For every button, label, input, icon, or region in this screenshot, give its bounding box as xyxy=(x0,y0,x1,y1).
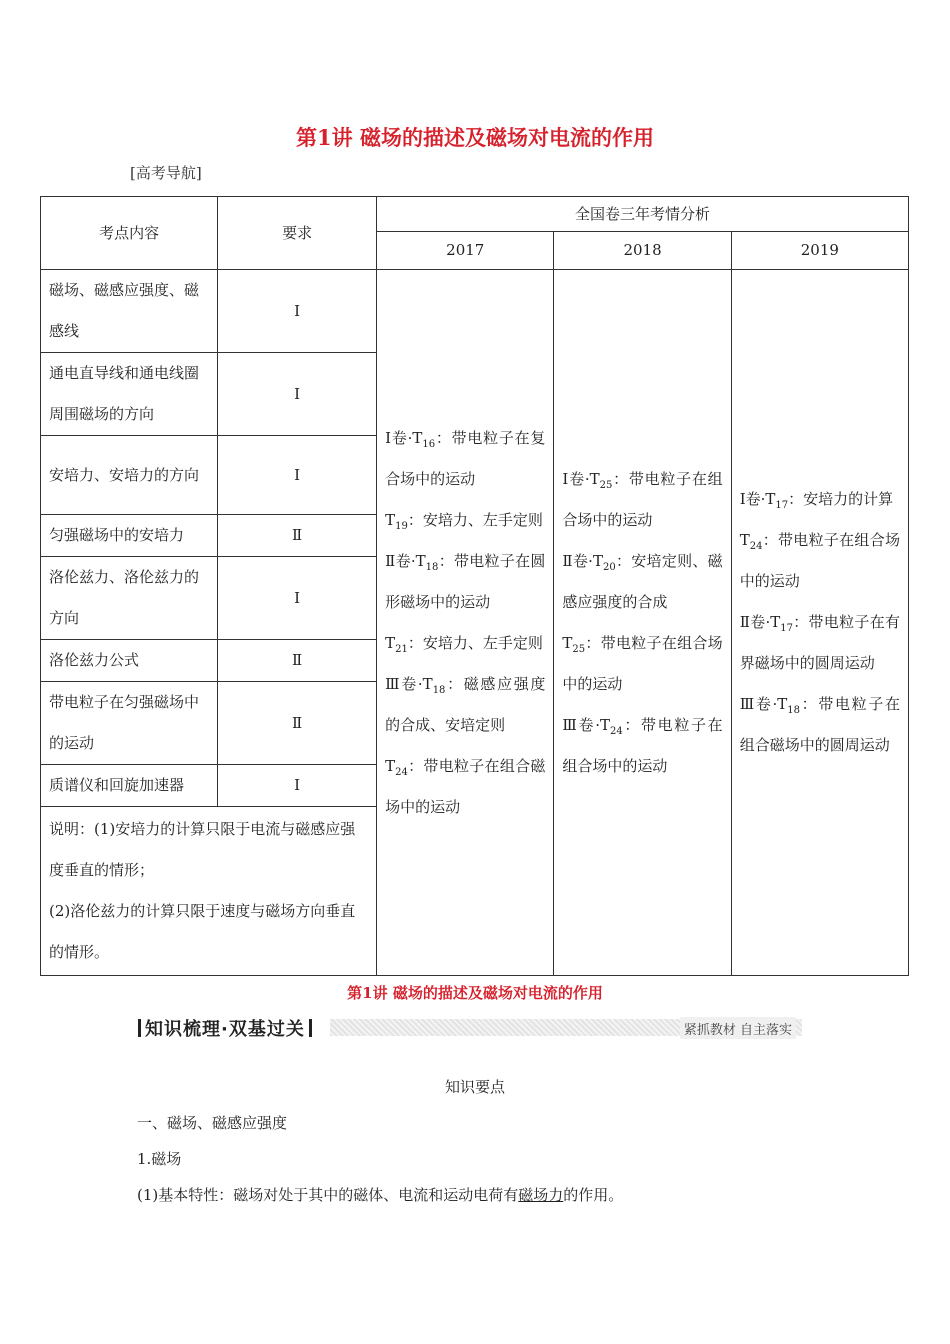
entry-text: ：带电粒子在组合场中的运动 xyxy=(562,715,723,775)
row-level: Ⅱ xyxy=(218,682,377,765)
entry-sub: 24 xyxy=(609,725,623,737)
page-title: 第1讲 磁场的描述及磁场对电流的作用 xyxy=(296,125,654,150)
heading-1: 一、磁场、磁感应强度 xyxy=(137,1114,288,1132)
entry-text: ：带电粒子在组合场中的运动 xyxy=(739,531,900,590)
analysis-entry xyxy=(562,705,722,787)
year-2018: 2018 xyxy=(554,232,731,270)
entry-text: ：安培力、左手定则 xyxy=(407,510,543,529)
analysis-entry xyxy=(562,623,722,705)
row-level: Ⅰ xyxy=(218,270,377,353)
entry-prefix: T xyxy=(385,633,396,652)
analysis-entry xyxy=(740,684,900,766)
analysis-entry xyxy=(740,479,900,520)
entry-prefix: T xyxy=(739,531,750,549)
entry-text: ：安培力、左手定则 xyxy=(407,633,543,652)
exam-table xyxy=(40,196,909,976)
entry-sub: 20 xyxy=(602,561,616,573)
banner-mark-icon xyxy=(138,1019,141,1037)
entry-sub: 18 xyxy=(787,705,800,716)
kp-title: 知识要点 xyxy=(444,1078,505,1096)
paragraph-1 xyxy=(137,1184,623,1205)
analysis-entry xyxy=(385,664,545,746)
row-content: 带电粒子在匀强磁场中的运动 xyxy=(41,682,218,765)
entry-prefix: Ⅲ卷·T xyxy=(739,695,788,713)
entry-prefix: Ⅱ卷·T xyxy=(562,551,603,570)
entry-text: ：带电粒子在组合磁场中的运动 xyxy=(385,756,546,816)
entry-prefix: Ⅱ卷·T xyxy=(739,613,781,631)
header-content: 考点内容 xyxy=(41,197,218,270)
entry-sub: 25 xyxy=(572,643,586,655)
entry-text: ：安培定则、磁感应强度的合成 xyxy=(562,551,723,611)
entry-sub: 17 xyxy=(780,623,793,634)
entry-sub: 24 xyxy=(395,766,408,778)
year-2017: 2017 xyxy=(377,232,554,270)
entry-sub: 18 xyxy=(432,684,446,696)
analysis-entry xyxy=(562,459,722,541)
row-level: Ⅱ xyxy=(218,515,377,557)
analysis-entry xyxy=(740,602,900,684)
note-1: 说明：(1)安培力的计算只限于电流与磁感应强度垂直的情形； xyxy=(49,820,356,879)
row-content: 安培力、安培力的方向 xyxy=(41,436,218,515)
row-level: Ⅰ xyxy=(218,765,377,807)
entry-prefix: T xyxy=(562,633,573,652)
row-level: Ⅰ xyxy=(218,436,377,515)
entry-prefix: Ⅲ卷·T xyxy=(562,715,610,734)
header-group: 全国卷三年考情分析 xyxy=(377,197,909,232)
entry-text: ：带电粒子在组合场中的运动 xyxy=(562,469,723,529)
analysis-2018 xyxy=(554,270,731,976)
entry-sub: 24 xyxy=(749,541,763,552)
note-2: (2)洛伦兹力的计算只限于速度与磁场方向垂直的情形。 xyxy=(49,902,356,961)
analysis-2019 xyxy=(731,270,908,976)
entry-text: ：安培力的计算 xyxy=(788,490,894,508)
entry-sub: 21 xyxy=(395,643,408,655)
entry-sub: 19 xyxy=(395,520,408,532)
para-prefix: (1)基本特性：磁场对处于其中的磁体、电流和运动电荷有 xyxy=(137,1186,519,1204)
row-content: 通电直导线和通电线圈周围磁场的方向 xyxy=(41,353,218,436)
table-note xyxy=(41,807,377,976)
banner-left-text: 知识梳理·双基过关 xyxy=(145,1019,305,1040)
para-underline: 磁场力 xyxy=(518,1186,564,1204)
analysis-entry xyxy=(740,520,900,602)
entry-prefix: Ⅲ卷·T xyxy=(385,674,433,693)
entry-text: ：带电粒子在组合场中的运动 xyxy=(562,633,723,693)
row-content: 质谱仪和回旋加速器 xyxy=(41,765,218,807)
analysis-entry xyxy=(385,746,545,828)
heading-2: 1.磁场 xyxy=(137,1150,182,1168)
banner-left xyxy=(138,1017,316,1039)
entry-sub: 16 xyxy=(422,438,436,450)
entry-text: ：带电粒子在有界磁场中的圆周运动 xyxy=(739,613,900,672)
nav-label: [高考导航] xyxy=(130,164,202,182)
header-level: 要求 xyxy=(218,197,377,270)
entry-prefix: T xyxy=(385,756,396,775)
banner-right: 紧抓教材 自主落实 xyxy=(680,1017,796,1039)
entry-prefix: Ⅰ卷·T xyxy=(562,469,600,488)
entry-text: ：磁感应强度的合成、安培定则 xyxy=(385,674,546,734)
entry-sub: 25 xyxy=(599,479,613,491)
year-2019: 2019 xyxy=(731,232,908,270)
entry-sub: 18 xyxy=(425,561,439,573)
entry-sub: 17 xyxy=(775,500,789,511)
row-level: Ⅱ xyxy=(218,640,377,682)
analysis-entry xyxy=(385,418,545,500)
entry-prefix: Ⅱ卷·T xyxy=(385,551,426,570)
analysis-entry xyxy=(385,541,545,623)
section-banner xyxy=(138,1017,802,1039)
section-title: 第1讲 磁场的描述及磁场对电流的作用 xyxy=(347,984,603,1002)
row-content: 磁场、磁感应强度、磁感线 xyxy=(41,270,218,353)
entry-prefix: T xyxy=(385,510,396,529)
analysis-entry xyxy=(385,500,545,541)
row-content: 洛伦兹力、洛伦兹力的方向 xyxy=(41,557,218,640)
analysis-entry xyxy=(562,541,722,623)
row-content: 匀强磁场中的安培力 xyxy=(41,515,218,557)
row-content: 洛伦兹力公式 xyxy=(41,640,218,682)
analysis-entry xyxy=(385,623,545,664)
banner-mark-icon xyxy=(309,1019,312,1037)
analysis-2017 xyxy=(377,270,554,976)
para-suffix: 的作用。 xyxy=(563,1186,624,1204)
entry-prefix: Ⅰ卷·T xyxy=(385,428,423,447)
entry-text: ：带电粒子在圆形磁场中的运动 xyxy=(385,551,546,611)
entry-text: ：带电粒子在复合场中的运动 xyxy=(385,428,546,488)
entry-prefix: Ⅰ卷·T xyxy=(739,490,776,508)
row-level: Ⅰ xyxy=(218,557,377,640)
entry-text: ：带电粒子在组合磁场中的圆周运动 xyxy=(739,695,900,754)
row-level: Ⅰ xyxy=(218,353,377,436)
